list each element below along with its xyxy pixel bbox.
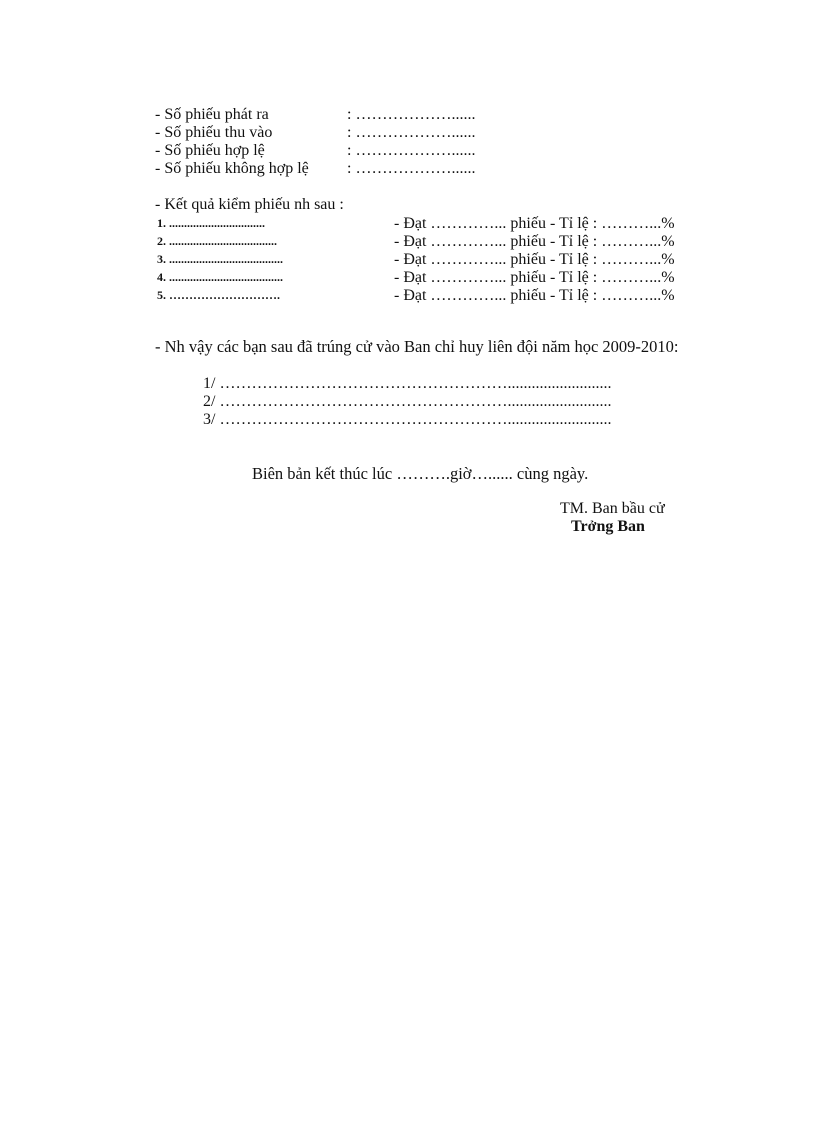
stat-row-invalid (155, 160, 476, 178)
stat-label: - Số phiếu không hợp lệ (155, 160, 309, 177)
stat-value: : ………………...... (347, 160, 476, 177)
stat-row-issued (155, 106, 476, 124)
candidate-result: - Đạt …………... phiếu - Tỉ lệ : ………...% (394, 215, 675, 232)
stat-label: - Số phiếu hợp lệ (155, 142, 265, 159)
candidate-result: - Đạt …………... phiếu - Tỉ lệ : ………...% (394, 251, 675, 268)
stat-label: - Số phiếu thu vào (155, 124, 273, 141)
candidate-result: - Đạt …………... phiếu - Tỉ lệ : ………...% (394, 269, 675, 286)
candidate-name: 5. ………………………. (157, 288, 280, 302)
elected-item: 3/ ……………………………………………….......................... (203, 411, 612, 428)
candidate-name: 4. ...................................... (157, 270, 283, 284)
stat-value: : ………………...... (347, 124, 476, 141)
results-heading: - Kết quả kiểm phiếu nh sau : (155, 196, 344, 213)
stat-value: : ………………...... (347, 142, 476, 159)
signature-role: TM. Ban bầu cử (560, 500, 665, 517)
stat-value: : ………………...... (347, 106, 476, 123)
elected-item: 2/ ……………………………………………….......................... (203, 393, 612, 410)
elected-item: 1/ ……………………………………………….......................... (203, 375, 612, 392)
signature-title: Trởng Ban (571, 518, 645, 535)
stat-row-received (155, 124, 476, 142)
candidate-name: 1. ................................ (157, 216, 265, 230)
candidate-result: - Đạt …………... phiếu - Tỉ lệ : ………...% (394, 287, 675, 304)
candidate-name: 2. .................................... (157, 234, 277, 248)
closing-line: Biên bản kết thúc lúc ……….giờ…...... cùng ngày. (252, 464, 589, 483)
elected-heading: - Nh vậy các bạn sau đã trúng cử vào Ban chỉ huy liên đội năm học 2009-2010: (155, 337, 679, 356)
stat-label: - Số phiếu phát ra (155, 106, 269, 123)
candidate-name: 3. ...................................... (157, 252, 283, 266)
stat-row-valid (155, 142, 476, 160)
candidate-result: - Đạt …………... phiếu - Tỉ lệ : ………...% (394, 233, 675, 250)
